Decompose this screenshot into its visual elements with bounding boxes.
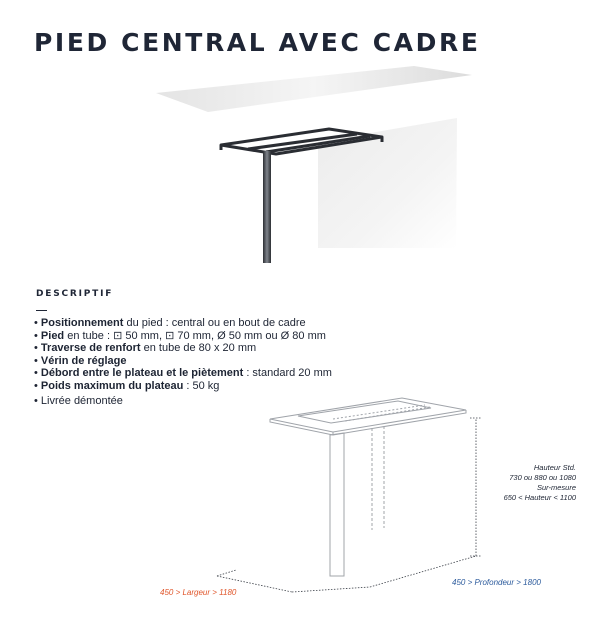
height-dimension-label: Hauteur Std. 730 ou 880 ou 1080 Sur-mesure 650 < Hauteur < 1100 (503, 463, 576, 502)
depth-dimension-label: 450 > Profondeur > 1800 (452, 578, 541, 587)
list-item: • Traverse de renfort en tube de 80 x 20 mm (34, 342, 257, 355)
list-item: • Débord entre le plateau et le piètement : standard 20 mm (34, 367, 332, 380)
tabletop-plate (156, 66, 472, 112)
width-dimension-label: 450 > Largeur > 1180 (160, 588, 237, 597)
list-item: • Livrée démontée (34, 394, 123, 407)
section-divider (36, 310, 47, 311)
list-item: • Vérin de réglage (34, 354, 127, 367)
page-title: PIED CENTRAL AVEC CADRE (34, 28, 481, 57)
list-item: • Poids maximum du plateau : 50 kg (34, 379, 220, 392)
list-item: • Pied en tube : ⊡ 50 mm, ⊡ 70 mm, Ø 50 mm ou Ø 80 mm (34, 329, 326, 342)
section-label: DESCRIPTIF (36, 289, 114, 299)
product-photo (0, 62, 600, 277)
central-leg (263, 151, 271, 263)
list-item: • Positionnement du pied : central ou en bout de cadre (34, 317, 306, 329)
